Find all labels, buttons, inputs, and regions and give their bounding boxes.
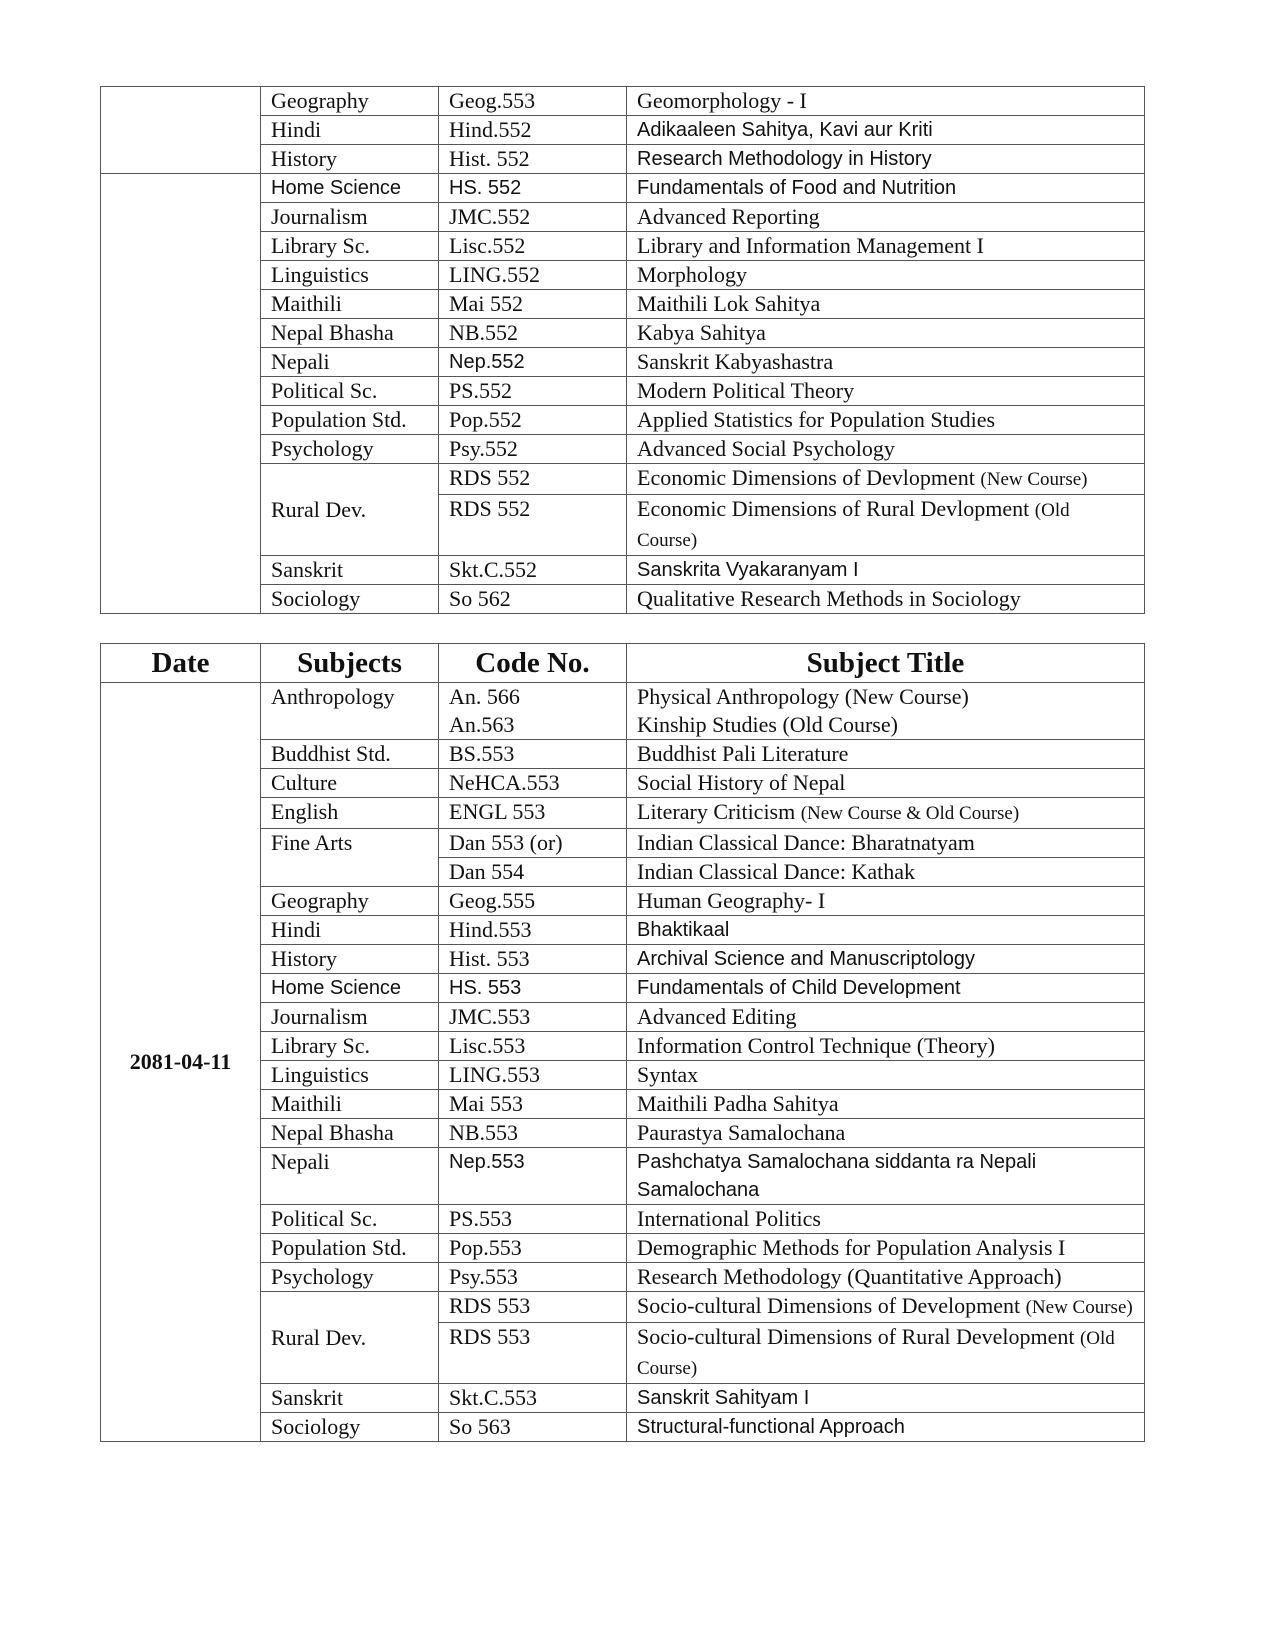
code-cell: PS.552 (439, 377, 627, 406)
title-cell: Library and Information Management I (627, 232, 1145, 261)
code-cell: LING.553 (439, 1061, 627, 1090)
title-cell: Research Methodology in History (627, 145, 1145, 174)
title-cell: Demographic Methods for Population Analysis I (627, 1234, 1145, 1263)
header-title: Subject Title (627, 644, 1145, 683)
code-cell: RDS 553 (439, 1323, 627, 1384)
subject-cell: Home Science (261, 174, 439, 203)
table-row (101, 174, 1145, 203)
subject-cell: Sociology (261, 1413, 439, 1442)
title-cell: Bhaktikaal (627, 916, 1145, 945)
title-cell (627, 798, 1145, 829)
code-cell: Mai 553 (439, 1090, 627, 1119)
subject-cell: Hindi (261, 916, 439, 945)
code-cell: Dan 554 (439, 858, 627, 887)
code-cell: Pop.553 (439, 1234, 627, 1263)
code-cell: Geog.553 (439, 87, 627, 116)
code-cell: Psy.553 (439, 1263, 627, 1292)
title-cell: Fundamentals of Food and Nutrition (627, 174, 1145, 203)
title-cell: Structural-functional Approach (627, 1413, 1145, 1442)
title-old: Kinship Studies (Old Course) (637, 712, 898, 737)
title-cell: Advanced Reporting (627, 203, 1145, 232)
subject-cell: Geography (261, 87, 439, 116)
subject-cell: Nepali (261, 348, 439, 377)
code-cell: Lisc.553 (439, 1032, 627, 1061)
title-cell: Geomorphology - I (627, 87, 1145, 116)
subject-cell: Rural Dev. (261, 1292, 439, 1384)
code-cell: Hist. 553 (439, 945, 627, 974)
title-text: Economic Dimensions of Devlopment (637, 465, 975, 490)
title-cell: Fundamentals of Child Development (627, 974, 1145, 1003)
title-cell (627, 1292, 1145, 1323)
subject-cell: Rural Dev. (261, 464, 439, 556)
title-cell (627, 1323, 1145, 1384)
code-cell: Nep.553 (439, 1148, 627, 1205)
title-cell: Advanced Editing (627, 1003, 1145, 1032)
code-cell: So 562 (439, 585, 627, 614)
title-cell (627, 495, 1145, 556)
subject-cell: History (261, 945, 439, 974)
subject-cell: Maithili (261, 1090, 439, 1119)
title-cell: Advanced Social Psychology (627, 435, 1145, 464)
code-cell: Nep.552 (439, 348, 627, 377)
subject-cell: History (261, 145, 439, 174)
code-cell: Skt.C.552 (439, 556, 627, 585)
subject-cell: Buddhist Std. (261, 740, 439, 769)
code-cell: So 563 (439, 1413, 627, 1442)
code-cell: RDS 552 (439, 464, 627, 495)
title-cell: International Politics (627, 1205, 1145, 1234)
code-cell: Hist. 552 (439, 145, 627, 174)
code-cell: Lisc.552 (439, 232, 627, 261)
title-cell: Maithili Padha Sahitya (627, 1090, 1145, 1119)
exam-date: 2081-04-11 (101, 683, 261, 1442)
title-cell: Archival Science and Manuscriptology (627, 945, 1145, 974)
code-cell: NB.553 (439, 1119, 627, 1148)
title-cell: Indian Classical Dance: Kathak (627, 858, 1145, 887)
subject-cell: English (261, 798, 439, 829)
code-cell: HS. 553 (439, 974, 627, 1003)
title-cell: Syntax (627, 1061, 1145, 1090)
course-note: (Old Course) (637, 1328, 1115, 1379)
code-cell: JMC.552 (439, 203, 627, 232)
title-cell (627, 683, 1145, 740)
subject-cell: Population Std. (261, 1234, 439, 1263)
subject-cell: Hindi (261, 116, 439, 145)
subject-cell: Geography (261, 887, 439, 916)
title-cell: Adikaaleen Sahitya, Kavi aur Kriti (627, 116, 1145, 145)
subject-cell: Sociology (261, 585, 439, 614)
subject-cell: Home Science (261, 974, 439, 1003)
code-cell: Pop.552 (439, 406, 627, 435)
title-cell: Information Control Technique (Theory) (627, 1032, 1145, 1061)
subject-cell: Nepal Bhasha (261, 319, 439, 348)
exam-schedule-table (100, 643, 1145, 1442)
title-cell: Kabya Sahitya (627, 319, 1145, 348)
code-cell: Skt.C.553 (439, 1384, 627, 1413)
subject-cell: Nepal Bhasha (261, 1119, 439, 1148)
subject-cell: Linguistics (261, 1061, 439, 1090)
title-cell: Sanskrit Kabyashastra (627, 348, 1145, 377)
title-text: Economic Dimensions of Rural Devlopment (637, 496, 1030, 521)
subject-cell: Linguistics (261, 261, 439, 290)
code-cell: Dan 553 (or) (439, 829, 627, 858)
subject-cell: Journalism (261, 203, 439, 232)
code-cell (439, 683, 627, 740)
subject-cell: Psychology (261, 1263, 439, 1292)
code-old: An.563 (449, 712, 515, 737)
header-subjects: Subjects (261, 644, 439, 683)
table-row (101, 87, 1145, 116)
course-note: (Old Course) (637, 500, 1070, 551)
title-cell: Paurastya Samalochana (627, 1119, 1145, 1148)
subject-cell: Maithili (261, 290, 439, 319)
table-row (101, 683, 1145, 740)
exam-schedule-table-continued (100, 86, 1145, 614)
code-cell: ENGL 553 (439, 798, 627, 829)
date-cell (101, 174, 261, 614)
subject-cell: Fine Arts (261, 829, 439, 887)
title-cell: Indian Classical Dance: Bharatnatyam (627, 829, 1145, 858)
title-cell: Social History of Nepal (627, 769, 1145, 798)
code-cell: Hind.553 (439, 916, 627, 945)
title-cell: Pashchatya Samalochana siddanta ra Nepali Samalochana (627, 1148, 1145, 1205)
subject-cell: Population Std. (261, 406, 439, 435)
course-note: (New Course) (1025, 1297, 1133, 1318)
subject-cell: Sanskrit (261, 1384, 439, 1413)
subject-cell: Library Sc. (261, 232, 439, 261)
title-new: Physical Anthropology (New Course) (637, 684, 969, 709)
title-cell: Sanskrita Vyakaranyam I (627, 556, 1145, 585)
code-cell: HS. 552 (439, 174, 627, 203)
code-cell: Geog.555 (439, 887, 627, 916)
table-header-row (101, 644, 1145, 683)
subject-cell: Nepali (261, 1148, 439, 1205)
subject-cell: Sanskrit (261, 556, 439, 585)
course-note: (New Course & Old Course) (800, 803, 1020, 824)
code-cell: BS.553 (439, 740, 627, 769)
title-text: Socio-cultural Dimensions of Rural Development (637, 1324, 1075, 1349)
code-cell: RDS 552 (439, 495, 627, 556)
title-cell: Qualitative Research Methods in Sociology (627, 585, 1145, 614)
code-cell: PS.553 (439, 1205, 627, 1234)
code-cell: NB.552 (439, 319, 627, 348)
title-text: Socio-cultural Dimensions of Development (637, 1293, 1021, 1318)
code-cell: Mai 552 (439, 290, 627, 319)
code-cell: LING.552 (439, 261, 627, 290)
subject-cell: Political Sc. (261, 1205, 439, 1234)
title-cell: Human Geography- I (627, 887, 1145, 916)
title-text: Literary Criticism (637, 799, 796, 824)
title-cell: Research Methodology (Quantitative Approach) (627, 1263, 1145, 1292)
title-cell (627, 464, 1145, 495)
code-cell: JMC.553 (439, 1003, 627, 1032)
code-cell: RDS 553 (439, 1292, 627, 1323)
subject-cell: Psychology (261, 435, 439, 464)
subject-cell: Journalism (261, 1003, 439, 1032)
subject-cell: Anthropology (261, 683, 439, 740)
header-code: Code No. (439, 644, 627, 683)
title-cell: Modern Political Theory (627, 377, 1145, 406)
title-cell: Morphology (627, 261, 1145, 290)
title-cell: Maithili Lok Sahitya (627, 290, 1145, 319)
date-cell (101, 87, 261, 174)
code-cell: Psy.552 (439, 435, 627, 464)
code-new: An. 566 (449, 684, 520, 709)
title-cell: Sanskrit Sahityam I (627, 1384, 1145, 1413)
subject-cell: Library Sc. (261, 1032, 439, 1061)
subject-cell: Political Sc. (261, 377, 439, 406)
course-note: (New Course) (980, 469, 1088, 490)
code-cell: Hind.552 (439, 116, 627, 145)
code-cell: NeHCA.553 (439, 769, 627, 798)
subject-cell: Culture (261, 769, 439, 798)
title-cell: Buddhist Pali Literature (627, 740, 1145, 769)
title-cell: Applied Statistics for Population Studies (627, 406, 1145, 435)
header-date: Date (101, 644, 261, 683)
